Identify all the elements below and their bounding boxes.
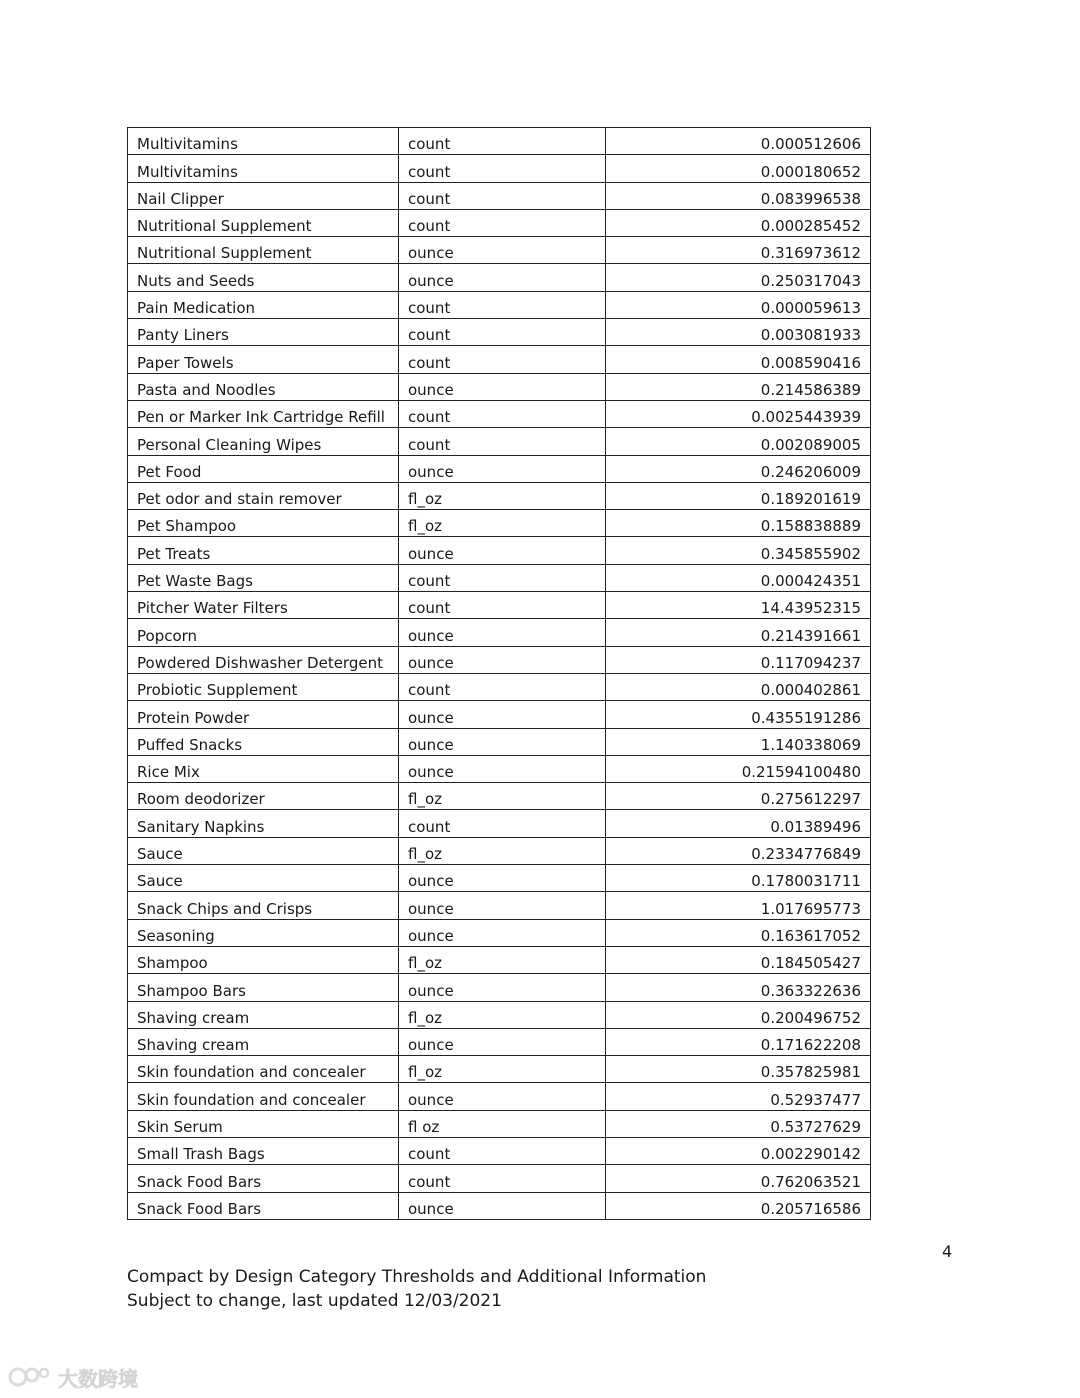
value-cell: 0.762063521 <box>606 1165 871 1192</box>
item-cell: Shampoo <box>128 946 399 973</box>
table-body <box>128 128 871 1220</box>
value-cell: 0.52937477 <box>606 1083 871 1110</box>
value-cell: 0.250317043 <box>606 264 871 291</box>
table-row <box>128 837 871 864</box>
table-row <box>128 755 871 782</box>
unit-cell: ounce <box>399 728 606 755</box>
unit-cell: ounce <box>399 646 606 673</box>
table-row <box>128 1137 871 1164</box>
value-cell: 0.363322636 <box>606 974 871 1001</box>
table-row <box>128 128 871 155</box>
page-number: 4 <box>942 1242 953 1261</box>
item-cell: Personal Cleaning Wipes <box>128 428 399 455</box>
value-cell: 0.002290142 <box>606 1137 871 1164</box>
table-row <box>128 1110 871 1137</box>
unit-cell: count <box>399 346 606 373</box>
unit-cell: count <box>399 155 606 182</box>
value-cell: 0.000059613 <box>606 291 871 318</box>
value-cell: 0.275612297 <box>606 783 871 810</box>
value-cell: 0.1780031711 <box>606 865 871 892</box>
item-cell: Pen or Marker Ink Cartridge Refill <box>128 400 399 427</box>
value-cell: 0.184505427 <box>606 946 871 973</box>
unit-cell: fl oz <box>399 1110 606 1137</box>
item-cell: Snack Food Bars <box>128 1192 399 1219</box>
unit-cell: count <box>399 1137 606 1164</box>
unit-cell: ounce <box>399 1192 606 1219</box>
table-row <box>128 319 871 346</box>
value-cell: 0.01389496 <box>606 810 871 837</box>
item-cell: Sauce <box>128 865 399 892</box>
item-cell: Skin Serum <box>128 1110 399 1137</box>
unit-cell: count <box>399 564 606 591</box>
value-cell: 0.163617052 <box>606 919 871 946</box>
item-cell: Popcorn <box>128 619 399 646</box>
value-cell: 1.140338069 <box>606 728 871 755</box>
value-cell: 0.21594100480 <box>606 755 871 782</box>
table-row <box>128 428 871 455</box>
item-cell: Puffed Snacks <box>128 728 399 755</box>
watermark <box>8 1362 138 1392</box>
unit-cell: ounce <box>399 755 606 782</box>
unit-cell: count <box>399 428 606 455</box>
item-cell: Panty Liners <box>128 319 399 346</box>
unit-cell: fl_oz <box>399 946 606 973</box>
item-cell: Room deodorizer <box>128 783 399 810</box>
item-cell: Protein Powder <box>128 701 399 728</box>
unit-cell: ounce <box>399 865 606 892</box>
logo-icon <box>8 1364 52 1390</box>
table-row <box>128 783 871 810</box>
table-row <box>128 1083 871 1110</box>
table-row <box>128 155 871 182</box>
table-row <box>128 946 871 973</box>
unit-cell: ounce <box>399 919 606 946</box>
item-cell: Pet Shampoo <box>128 510 399 537</box>
value-cell: 0.003081933 <box>606 319 871 346</box>
unit-cell: ounce <box>399 619 606 646</box>
table-row <box>128 400 871 427</box>
unit-cell: ounce <box>399 892 606 919</box>
value-cell: 0.357825981 <box>606 1056 871 1083</box>
value-cell: 0.246206009 <box>606 455 871 482</box>
item-cell: Small Trash Bags <box>128 1137 399 1164</box>
table-row <box>128 209 871 236</box>
value-cell: 0.158838889 <box>606 510 871 537</box>
unit-cell: count <box>399 182 606 209</box>
footer-subtitle: Subject to change, last updated 12/03/2021 <box>127 1291 502 1311</box>
unit-cell: fl_oz <box>399 1001 606 1028</box>
value-cell: 0.4355191286 <box>606 701 871 728</box>
value-cell: 0.200496752 <box>606 1001 871 1028</box>
table-row <box>128 673 871 700</box>
footer <box>127 1265 706 1313</box>
table-row <box>128 455 871 482</box>
item-cell: Snack Chips and Crisps <box>128 892 399 919</box>
unit-cell: count <box>399 400 606 427</box>
unit-cell: ounce <box>399 237 606 264</box>
watermark-text: 大数跨境 <box>58 1366 138 1391</box>
table-row <box>128 373 871 400</box>
item-cell: Nail Clipper <box>128 182 399 209</box>
unit-cell: ounce <box>399 373 606 400</box>
value-cell: 0.0025443939 <box>606 400 871 427</box>
item-cell: Pain Medication <box>128 291 399 318</box>
value-cell: 0.083996538 <box>606 182 871 209</box>
item-cell: Rice Mix <box>128 755 399 782</box>
unit-cell: ounce <box>399 264 606 291</box>
item-cell: Powdered Dishwasher Detergent <box>128 646 399 673</box>
value-cell: 0.117094237 <box>606 646 871 673</box>
item-cell: Shaving cream <box>128 1028 399 1055</box>
value-cell: 0.214586389 <box>606 373 871 400</box>
table-row <box>128 1001 871 1028</box>
unit-cell: fl_oz <box>399 1056 606 1083</box>
item-cell: Shampoo Bars <box>128 974 399 1001</box>
table-row <box>128 1192 871 1219</box>
value-cell: 0.53727629 <box>606 1110 871 1137</box>
unit-cell: count <box>399 1165 606 1192</box>
table-row <box>128 537 871 564</box>
item-cell: Paper Towels <box>128 346 399 373</box>
table-row <box>128 346 871 373</box>
footer-title: Compact by Design Category Thresholds and Additional Information <box>127 1267 707 1287</box>
item-cell: Seasoning <box>128 919 399 946</box>
unit-cell: count <box>399 128 606 155</box>
item-cell: Shaving cream <box>128 1001 399 1028</box>
value-cell: 0.189201619 <box>606 482 871 509</box>
unit-cell: ounce <box>399 974 606 1001</box>
table-row <box>128 1056 871 1083</box>
item-cell: Sauce <box>128 837 399 864</box>
value-cell: 0.002089005 <box>606 428 871 455</box>
value-cell: 0.008590416 <box>606 346 871 373</box>
unit-cell: ounce <box>399 455 606 482</box>
table-row <box>128 182 871 209</box>
unit-cell: count <box>399 319 606 346</box>
item-cell: Pasta and Noodles <box>128 373 399 400</box>
value-cell: 14.43952315 <box>606 592 871 619</box>
item-cell: Skin foundation and concealer <box>128 1083 399 1110</box>
unit-cell: count <box>399 209 606 236</box>
item-cell: Multivitamins <box>128 155 399 182</box>
table-row <box>128 592 871 619</box>
table-row <box>128 1165 871 1192</box>
item-cell: Pet odor and stain remover <box>128 482 399 509</box>
value-cell: 0.316973612 <box>606 237 871 264</box>
unit-cell: count <box>399 592 606 619</box>
table-row <box>128 646 871 673</box>
value-cell: 0.000180652 <box>606 155 871 182</box>
table-row <box>128 619 871 646</box>
value-cell: 0.000512606 <box>606 128 871 155</box>
table-row <box>128 919 871 946</box>
value-cell: 0.214391661 <box>606 619 871 646</box>
unit-cell: fl_oz <box>399 510 606 537</box>
unit-cell: fl_oz <box>399 482 606 509</box>
unit-cell: count <box>399 291 606 318</box>
table-row <box>128 810 871 837</box>
item-cell: Sanitary Napkins <box>128 810 399 837</box>
item-cell: Multivitamins <box>128 128 399 155</box>
table-row <box>128 237 871 264</box>
item-cell: Nutritional Supplement <box>128 209 399 236</box>
unit-cell: ounce <box>399 537 606 564</box>
table-row <box>128 728 871 755</box>
table-row <box>128 264 871 291</box>
table-row <box>128 510 871 537</box>
table-row <box>128 291 871 318</box>
table-row <box>128 701 871 728</box>
unit-cell: count <box>399 673 606 700</box>
item-cell: Nutritional Supplement <box>128 237 399 264</box>
value-cell: 1.017695773 <box>606 892 871 919</box>
item-cell: Skin foundation and concealer <box>128 1056 399 1083</box>
unit-cell: ounce <box>399 1083 606 1110</box>
value-cell: 0.000424351 <box>606 564 871 591</box>
table-row <box>128 892 871 919</box>
table-row <box>128 482 871 509</box>
table-row <box>128 974 871 1001</box>
item-cell: Pitcher Water Filters <box>128 592 399 619</box>
value-cell: 0.171622208 <box>606 1028 871 1055</box>
value-cell: 0.345855902 <box>606 537 871 564</box>
value-cell: 0.000402861 <box>606 673 871 700</box>
unit-cell: fl_oz <box>399 837 606 864</box>
item-cell: Probiotic Supplement <box>128 673 399 700</box>
item-cell: Pet Waste Bags <box>128 564 399 591</box>
unit-cell: fl_oz <box>399 783 606 810</box>
table-row <box>128 865 871 892</box>
table-row <box>128 1028 871 1055</box>
unit-cell: ounce <box>399 1028 606 1055</box>
item-cell: Pet Treats <box>128 537 399 564</box>
thresholds-table <box>127 127 871 1220</box>
value-cell: 0.205716586 <box>606 1192 871 1219</box>
value-cell: 0.2334776849 <box>606 837 871 864</box>
item-cell: Pet Food <box>128 455 399 482</box>
item-cell: Nuts and Seeds <box>128 264 399 291</box>
item-cell: Snack Food Bars <box>128 1165 399 1192</box>
unit-cell: count <box>399 810 606 837</box>
table-row <box>128 564 871 591</box>
unit-cell: ounce <box>399 701 606 728</box>
value-cell: 0.000285452 <box>606 209 871 236</box>
